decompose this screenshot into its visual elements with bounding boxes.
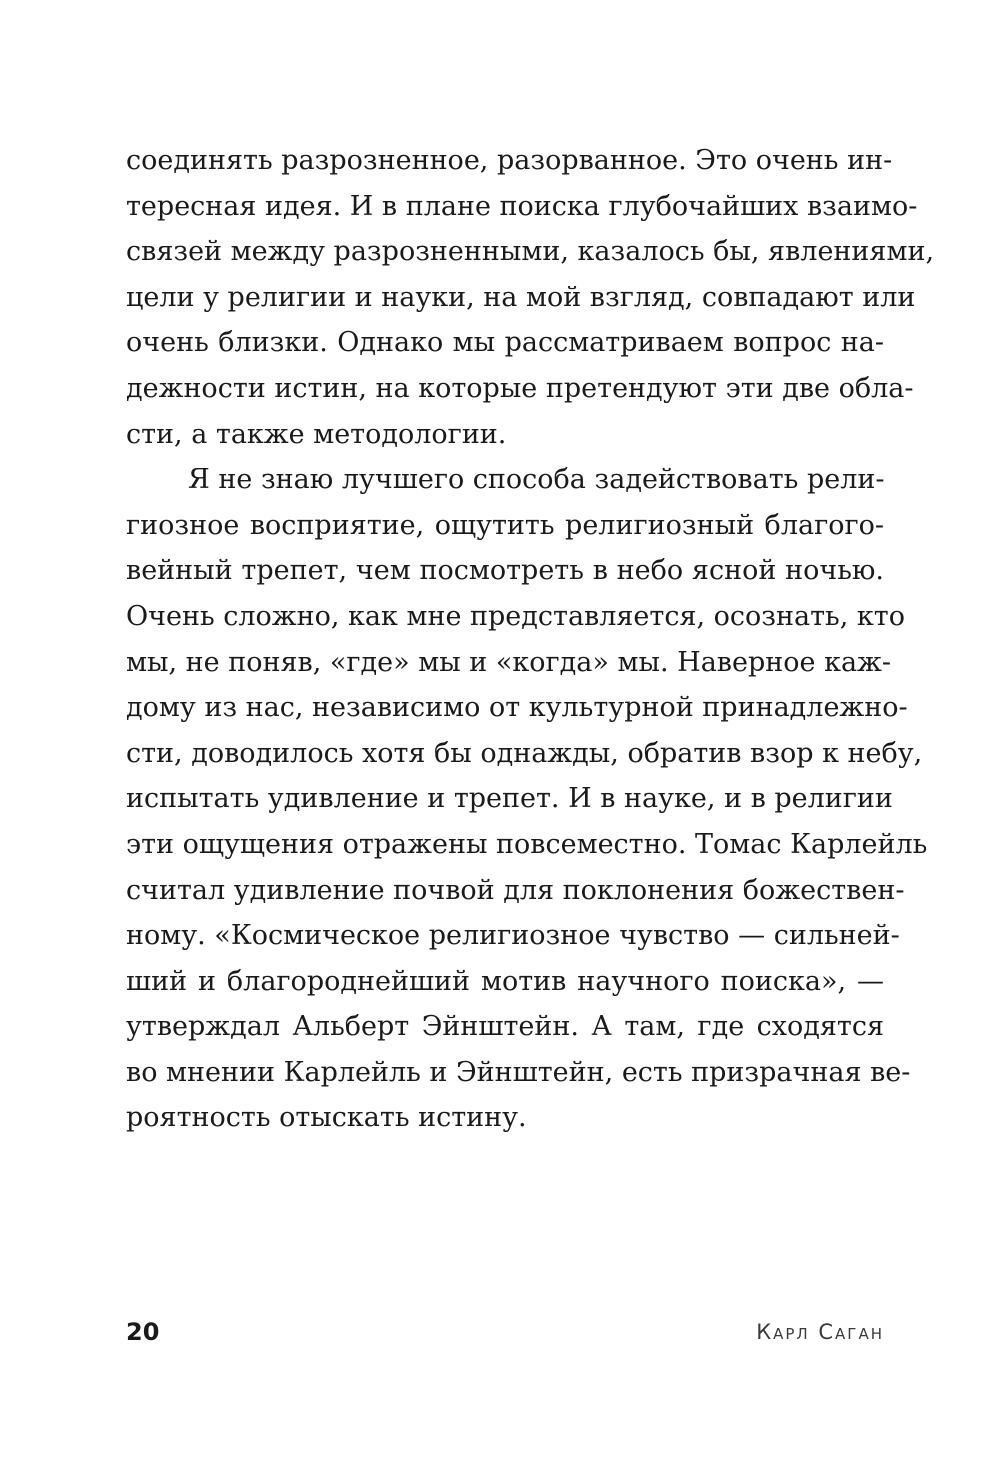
text-line: испытать удивление и трепет. И в науке, и в религии bbox=[126, 783, 893, 815]
text-line: Я не знаю лучшего способа задействовать рели- bbox=[188, 464, 885, 496]
text-line: соединять разрозненное, разорванное. Это очень ин- bbox=[126, 145, 893, 176]
text-line: очень близки. Однако мы рассматриваем вопрос на- bbox=[126, 327, 884, 359]
text-line: дежности истин, на которые претендуют эти две обла- bbox=[126, 372, 914, 404]
text-line: связей между разрозненными, казалось бы, явлениями, bbox=[126, 236, 935, 268]
text-line: роятность отыскать истину. bbox=[126, 1102, 527, 1134]
text-line: тересная идея. И в плане поиска глубочайших взаимо- bbox=[126, 190, 918, 222]
text-line: дому из нас, независимо от культурной принадлежно- bbox=[126, 692, 908, 724]
page-footer bbox=[126, 1312, 884, 1352]
running-head-author: Карл Саган bbox=[756, 1320, 884, 1344]
paragraph-2 bbox=[126, 457, 928, 1141]
text-line: вейный трепет, чем посмотреть в небо ясной ночью. bbox=[126, 555, 884, 587]
text-line: считал удивление почвой для поклонения божествен- bbox=[126, 874, 905, 906]
text-line: эти ощущения отражены повсеместно. Томас Карлейль bbox=[126, 828, 928, 860]
text-line: гиозное восприятие, ощутить религиозный благого- bbox=[126, 509, 884, 541]
text-line: ший и благороднейший мотив научного поиска», — bbox=[126, 965, 884, 997]
text-line: сти, доводилось хотя бы однажды, обратив взор к небу, bbox=[126, 737, 923, 769]
text-line: ному. «Космическое религиозное чувство — сильней- bbox=[126, 920, 900, 952]
text-line: утверждал Альберт Эйнштейн. А там, где сходятся bbox=[126, 1011, 884, 1043]
page-number: 20 bbox=[126, 1318, 160, 1346]
text-line: сти, а также методологии. bbox=[126, 418, 507, 450]
body-text bbox=[126, 138, 935, 1141]
paragraph-1 bbox=[126, 138, 935, 457]
text-line: Очень сложно, как мне представляется, осознать, кто bbox=[126, 600, 905, 632]
text-line: цели у религии и науки, на мой взгляд, совпадают или bbox=[126, 281, 916, 313]
text-line: во мнении Карлейль и Эйнштейн, есть призрачная ве- bbox=[126, 1056, 911, 1088]
text-line: мы, не поняв, «где» мы и «когда» мы. Наверное каж- bbox=[126, 646, 892, 678]
